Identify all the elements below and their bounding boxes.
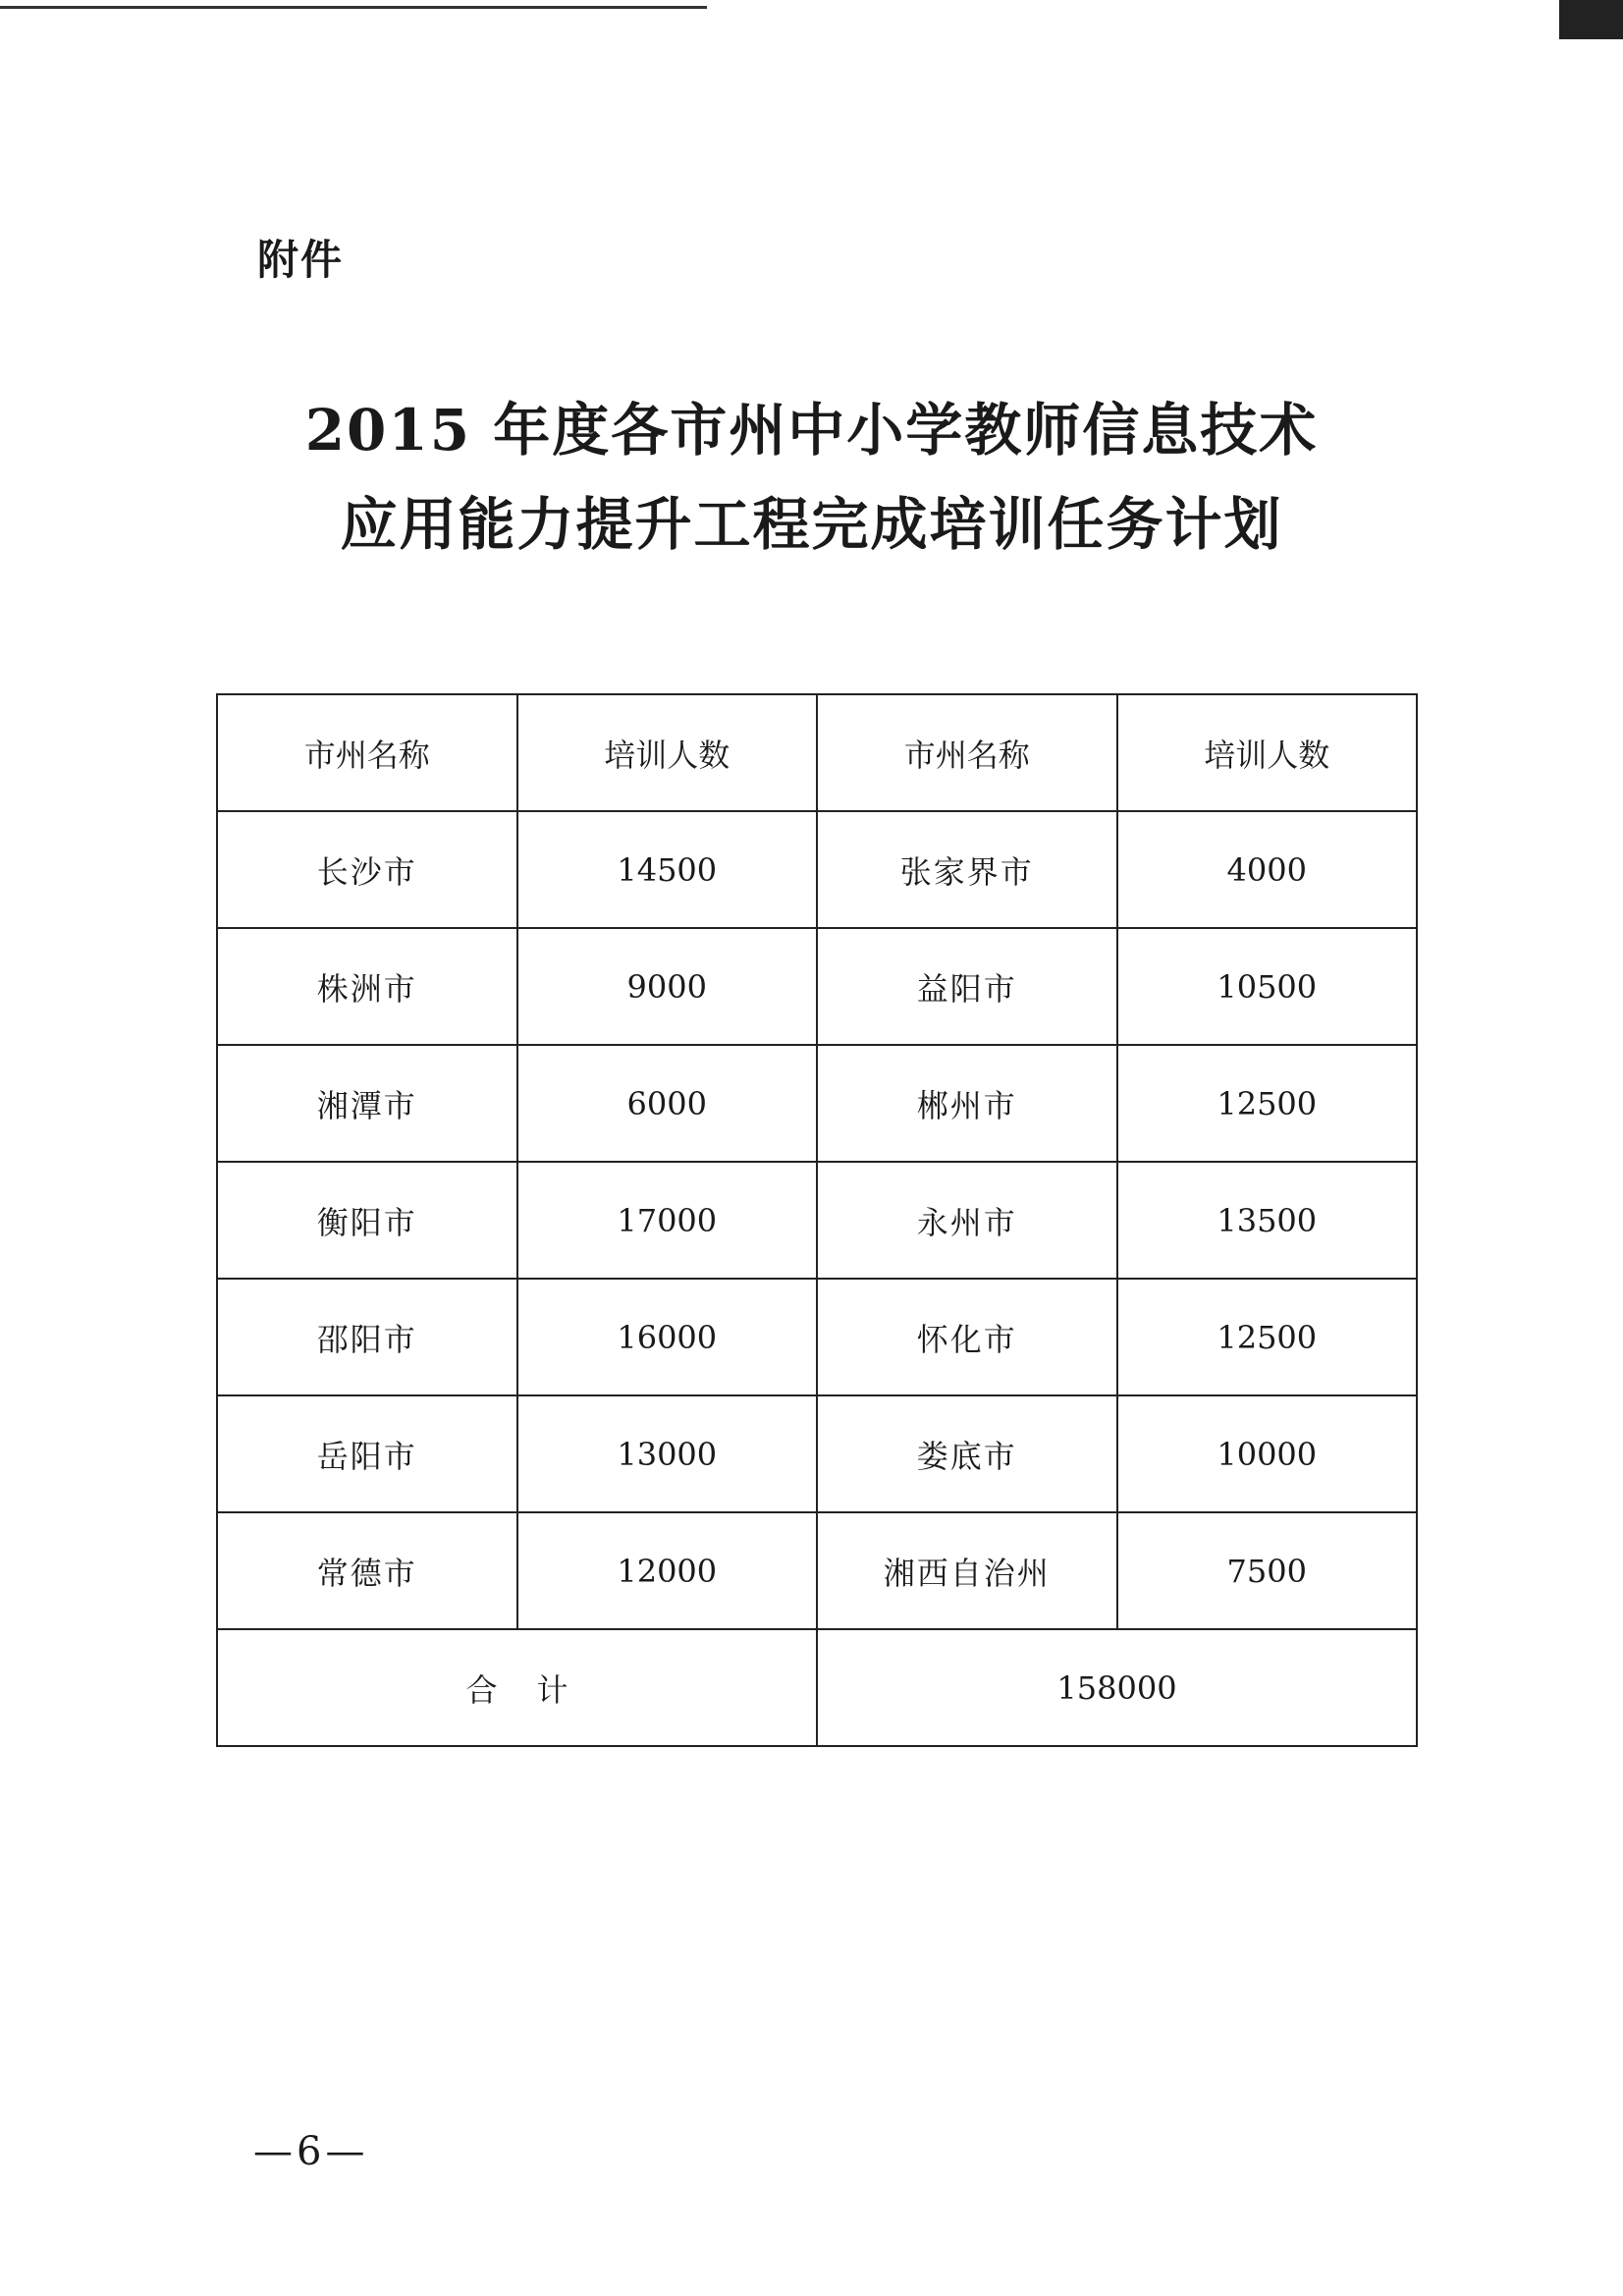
- city-cell: 湘潭市: [217, 1045, 517, 1162]
- count-cell: 10500: [1117, 928, 1418, 1045]
- city-cell: 衡阳市: [217, 1162, 517, 1279]
- training-plan-table: [216, 693, 1418, 1747]
- scan-corner-mark: [1559, 0, 1623, 39]
- city-cell: 株洲市: [217, 928, 517, 1045]
- title-line-2: 应用能力提升工程完成培训任务计划: [340, 491, 1283, 558]
- city-cell: 常德市: [217, 1512, 517, 1629]
- city-cell: 永州市: [817, 1162, 1117, 1279]
- city-cell: 湘西自治州: [817, 1512, 1117, 1629]
- total-label: 合计: [217, 1629, 817, 1746]
- city-cell: 怀化市: [817, 1279, 1117, 1395]
- attachment-label: 附件: [257, 236, 345, 284]
- title-line-1: 2015 年度各市州中小学教师信息技术: [304, 397, 1319, 464]
- total-row: [217, 1629, 1417, 1746]
- table-row: [217, 928, 1417, 1045]
- city-cell: 娄底市: [817, 1395, 1117, 1512]
- count-cell: 7500: [1117, 1512, 1418, 1629]
- count-cell: 12500: [1117, 1279, 1418, 1395]
- city-cell: 郴州市: [817, 1045, 1117, 1162]
- count-cell: 13000: [517, 1395, 818, 1512]
- count-cell: 9000: [517, 928, 818, 1045]
- count-cell: 17000: [517, 1162, 818, 1279]
- count-cell: 14500: [517, 811, 818, 928]
- table-row: [217, 1162, 1417, 1279]
- count-cell: 13500: [1117, 1162, 1418, 1279]
- count-cell: 10000: [1117, 1395, 1418, 1512]
- city-cell: 张家界市: [817, 811, 1117, 928]
- city-cell: 邵阳市: [217, 1279, 517, 1395]
- count-cell: 16000: [517, 1279, 818, 1395]
- header-count-1: 培训人数: [517, 694, 818, 811]
- table-row: [217, 1279, 1417, 1395]
- city-cell: 岳阳市: [217, 1395, 517, 1512]
- count-cell: 12500: [1117, 1045, 1418, 1162]
- count-cell: 12000: [517, 1512, 818, 1629]
- city-cell: 长沙市: [217, 811, 517, 928]
- count-cell: 4000: [1117, 811, 1418, 928]
- header-city-1: 市州名称: [217, 694, 517, 811]
- table-row: [217, 1395, 1417, 1512]
- document-title: [0, 383, 1623, 572]
- header-count-2: 培训人数: [1117, 694, 1418, 811]
- total-value: 158000: [817, 1629, 1417, 1746]
- header-city-2: 市州名称: [817, 694, 1117, 811]
- scan-edge-line: [0, 6, 707, 9]
- page-number: —6—: [253, 2129, 369, 2174]
- city-cell: 益阳市: [817, 928, 1117, 1045]
- table-row: [217, 811, 1417, 928]
- table-row: [217, 1045, 1417, 1162]
- table-header-row: [217, 694, 1417, 811]
- count-cell: 6000: [517, 1045, 818, 1162]
- table-row: [217, 1512, 1417, 1629]
